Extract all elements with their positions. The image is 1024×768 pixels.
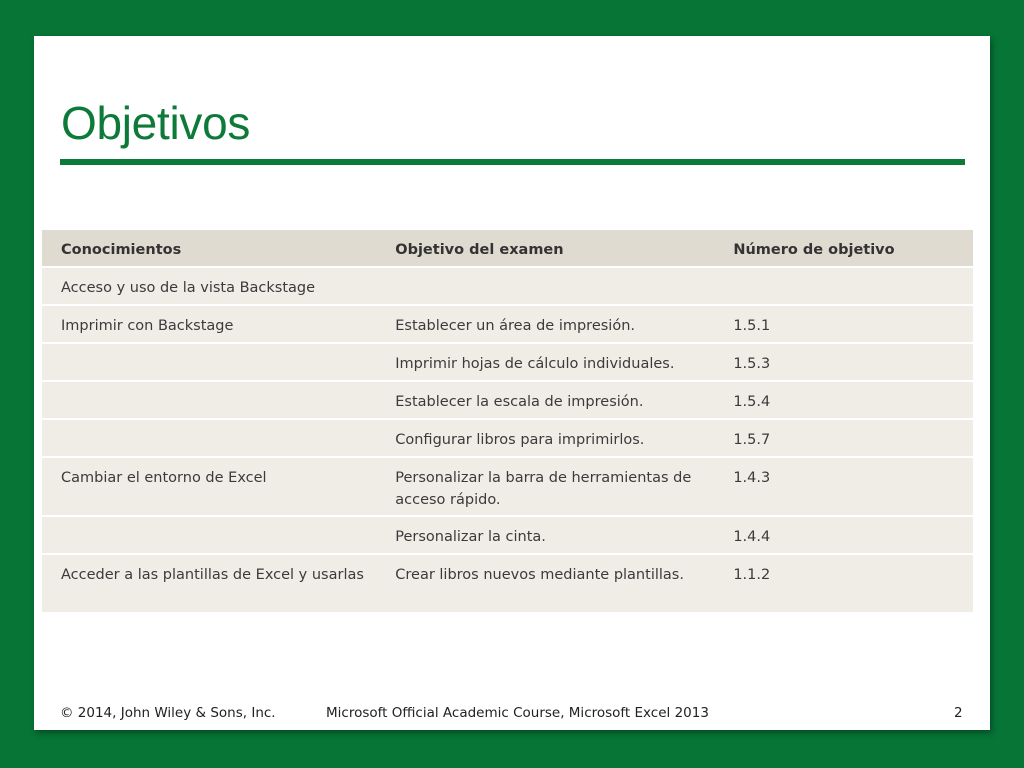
objective-number-cell: 1.5.4: [714, 381, 973, 419]
slide: [34, 36, 990, 730]
skill-cell: [42, 516, 376, 554]
objective-number-cell: 1.1.2: [714, 554, 973, 613]
footer-page-number: 2: [954, 705, 963, 721]
objective-cell: Configurar libros para imprimirlos.: [376, 419, 714, 457]
objective-cell: Personalizar la cinta.: [376, 516, 714, 554]
header-numero-objetivo: Número de objetivo: [714, 230, 973, 267]
skill-cell: [42, 381, 376, 419]
slide-title: Objetivos: [61, 97, 251, 149]
objective-cell: Establecer un área de impresión.: [376, 305, 714, 343]
skill-cell: [42, 419, 376, 457]
objective-cell: Crear libros nuevos mediante plantillas.: [376, 554, 714, 613]
objective-cell: [376, 267, 714, 305]
footer-copyright: © 2014, John Wiley & Sons, Inc.: [60, 705, 276, 721]
objective-number-cell: 1.4.3: [714, 457, 973, 516]
title-underline: [60, 159, 965, 165]
objectives-table: [42, 230, 973, 614]
skill-cell: Acceso y uso de la vista Backstage: [42, 267, 376, 305]
objective-cell: Establecer la escala de impresión.: [376, 381, 714, 419]
table-row: [42, 419, 973, 457]
objective-cell: Imprimir hojas de cálculo individuales.: [376, 343, 714, 381]
table-row: [42, 305, 973, 343]
skill-cell: [42, 343, 376, 381]
objective-number-cell: 1.5.3: [714, 343, 973, 381]
skill-cell: Cambiar el entorno de Excel: [42, 457, 376, 516]
header-conocimientos: Conocimientos: [42, 230, 376, 267]
table-header-row: [42, 230, 973, 267]
objective-number-cell: 1.5.1: [714, 305, 973, 343]
table-row: [42, 381, 973, 419]
table-row: [42, 267, 973, 305]
objective-cell: Personalizar la barra de herramientas de acceso rápido.: [376, 457, 714, 516]
table-row: [42, 343, 973, 381]
header-objetivo-examen: Objetivo del examen: [376, 230, 714, 267]
table-row: [42, 457, 973, 516]
skill-cell: Acceder a las plantillas de Excel y usarlas: [42, 554, 376, 613]
objective-number-cell: 1.4.4: [714, 516, 973, 554]
table-row: [42, 554, 973, 613]
objective-number-cell: 1.5.7: [714, 419, 973, 457]
footer-course-title: Microsoft Official Academic Course, Microsoft Excel 2013: [326, 705, 709, 721]
table-row: [42, 516, 973, 554]
objective-number-cell: [714, 267, 973, 305]
skill-cell: Imprimir con Backstage: [42, 305, 376, 343]
